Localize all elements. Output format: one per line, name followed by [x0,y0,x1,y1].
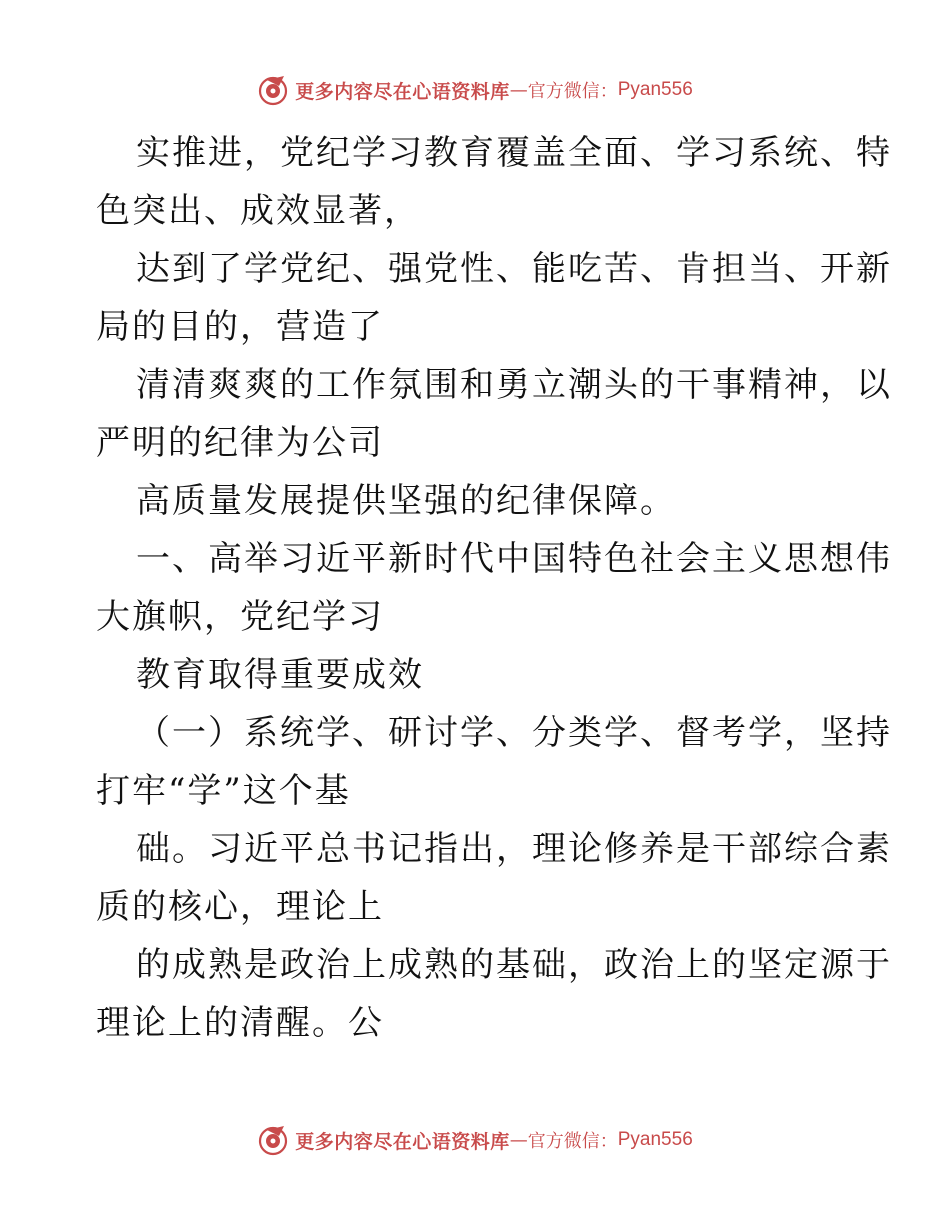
document-body [96,124,892,1052]
watermark-text: 更多内容尽在心语资料库 [295,80,510,103]
watermark-dash: — [509,1129,528,1151]
paragraph: 的成熟是政治上成熟的基础，政治上的坚定源于 理论上的清醒。公 [96,945,892,1043]
paragraph: 实推进，党纪学习教育覆盖全面、学习系统、特 色突出、成效显著， [96,133,892,231]
header-watermark [0,70,950,110]
quill-ink-logo-icon [257,74,289,106]
paragraph: 高质量发展提供坚强的纪律保障。 [136,481,676,521]
paragraph: 达到了学党纪、强党性、能吃苦、肯担当、开新 局的目的，营造了 [96,249,892,347]
subsection-heading: （一）系统学、研讨学、分类学、督考学，坚持 打牢“学”这个基 [96,713,892,811]
watermark-wechat-label: 官方微信： [527,81,618,102]
watermark-wechat-id: Pyan556 [617,1129,693,1150]
quill-ink-logo-icon [257,1124,289,1156]
watermark-text: 更多内容尽在心语资料库 [295,1130,510,1153]
paragraph: 础。习近平总书记指出，理论修养是干部综合素 质的核心，理论上 [96,829,892,927]
watermark-dash: — [509,79,528,101]
watermark-wechat-id: Pyan556 [617,79,693,100]
footer-watermark [0,1120,950,1160]
watermark-wechat-label: 官方微信： [527,1131,618,1152]
section-heading-cont: 教育取得重要成效 [136,655,424,695]
paragraph: 清清爽爽的工作氛围和勇立潮头的干事精神，以 严明的纪律为公司 [96,365,892,463]
section-heading: 一、高举习近平新时代中国特色社会主义思想伟 大旗帜，党纪学习 [96,539,892,637]
